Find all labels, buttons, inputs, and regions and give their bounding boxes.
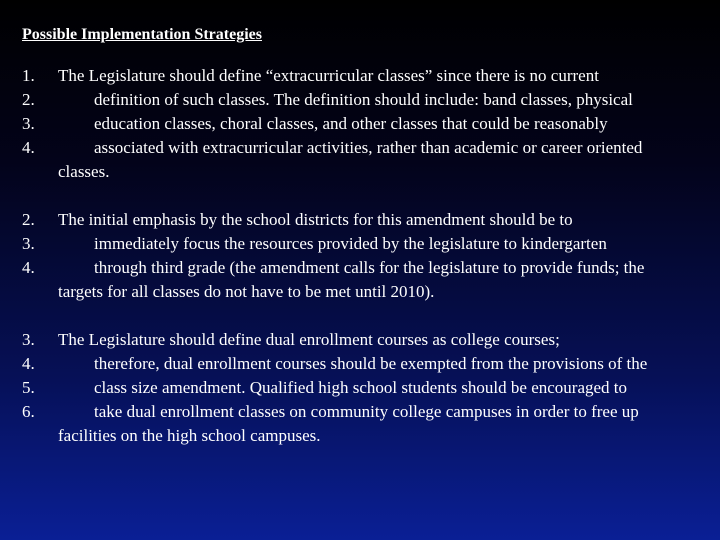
list-number: 5. (22, 378, 35, 397)
paragraph-line: through third grade (the amendment calls for the legislature to provide funds; the (94, 258, 645, 277)
slide-title: Possible Implementation Strategies (22, 26, 262, 43)
paragraph-line: definition of such classes. The definition should include: band classes, physical (94, 90, 633, 109)
list-number: 4. (22, 258, 35, 277)
paragraph-line: immediately focus the resources provided by the legislature to kindergarten (94, 234, 607, 253)
paragraph-line: The initial emphasis by the school districts for this amendment should be to (58, 210, 573, 229)
paragraph-line: facilities on the high school campuses. (58, 426, 321, 445)
paragraph-line: education classes, choral classes, and other classes that could be reasonably (94, 114, 608, 133)
paragraph-line: The Legislature should define dual enrollment courses as college courses; (58, 330, 560, 349)
list-number: 2. (22, 90, 35, 109)
paragraph-line: therefore, dual enrollment courses should be exempted from the provisions of the (94, 354, 648, 373)
list-number: 4. (22, 354, 35, 373)
paragraph-line: associated with extracurricular activities, rather than academic or career oriented (94, 138, 643, 157)
paragraph-line: targets for all classes do not have to be met until 2010). (58, 282, 435, 301)
list-number: 1. (22, 66, 35, 85)
list-number: 3. (22, 114, 35, 133)
paragraph-line: The Legislature should define “extracurricular classes” since there is no current (58, 66, 599, 85)
paragraph-line: take dual enrollment classes on community college campuses in order to free up (94, 402, 639, 421)
list-number: 3. (22, 234, 35, 253)
list-number: 2. (22, 210, 35, 229)
paragraph-line: classes. (58, 162, 110, 181)
list-number: 6. (22, 402, 35, 421)
list-number: 3. (22, 330, 35, 349)
paragraph-line: class size amendment. Qualified high school students should be encouraged to (94, 378, 628, 397)
list-number: 4. (22, 138, 35, 157)
